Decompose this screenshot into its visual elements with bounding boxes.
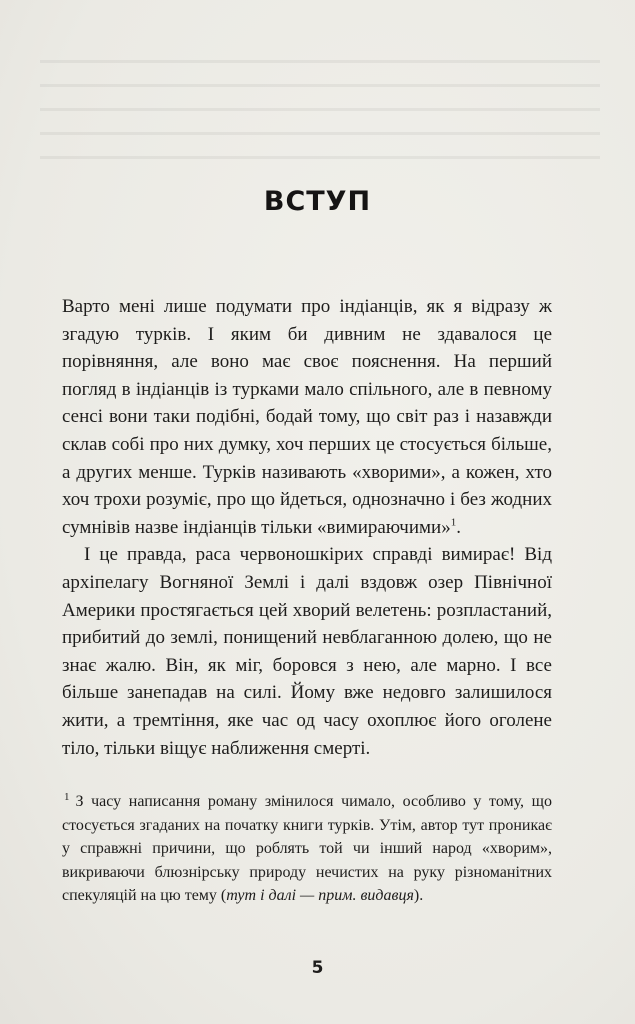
footnote-mark: 1 bbox=[64, 790, 70, 803]
chapter-title: ВСТУП bbox=[263, 186, 372, 217]
footnote-reference: 1 bbox=[450, 516, 457, 529]
footnote: $^1$ З часу написання роману змінилося чимало, особливо у тому, що стосується згаданих на початку книги турків. Утім, автор тут проникає у справжні причини, що роблять той чи інший народ «хворим», викриваючи блюзнірську природу нечистих на руку різноманітних спекуляцій на цю тему (тут і далі — прим. видавця). bbox=[62, 790, 552, 905]
paragraph-1: Варто мені лише подумати про індіанців, як я відразу ж згадую турків. І яким би дивним не здавалося це порівняння, але воно має своє пояснення. На перший погляд в індіанців із турками мало спільного, але в певному сенсі вони таки подібні, бодай тому, що світ раз і назавжди склав собі про них думку, хоч перших це стосується більше, а других менше. Турків називають «хворими», а кожен, хто хоч трохи розуміє, про що йдеться, однозначно і без жодних сумнівів назве індіанців тільки «вимираючими»$^1$. bbox=[62, 296, 552, 538]
footnote-text: З часу написання роману змінилося чимало, особливо у тому, що стосується згаданих на початку книги турків. Утім, автор тут проникає у справжні причини, що роблять той чи інший народ «хворим», викриваючи блюзнірську природу нечистих на руку різноманітних спекуляцій на цю тему ( bbox=[62, 793, 552, 905]
page-number: 5 bbox=[311, 958, 324, 978]
bleed-through-texture bbox=[40, 40, 600, 280]
footnote-italic: тут і далі — прим. видавця bbox=[226, 887, 414, 905]
main-text bbox=[62, 293, 552, 762]
paragraph-2: І це правда, раса червоношкірих справді вимирає! Від архіпелагу Вогняної Землі і далі вздовж озер Північної Америки простягається цей хворий велетень: розпластаний, прибитий до землі, понищений невблаганною долею, що не знає жалю. Він, як міг, боровся з нею, але марно. І все більше занепадав на силі. Йому вже недовго залишилося жити, а тремтіння, яке час од часу охоплює його оголене тіло, тільки віщує наближення смерті. bbox=[62, 544, 552, 759]
